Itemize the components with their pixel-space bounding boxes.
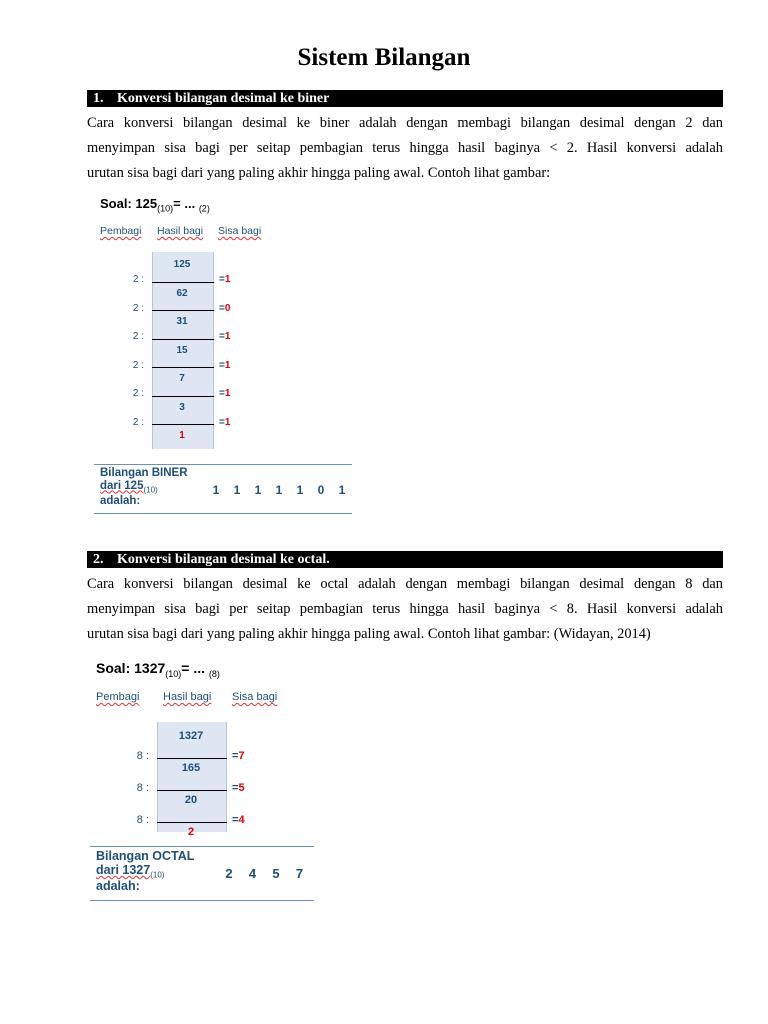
- paragraph-line: Cara konversi bilangan desimal ke biner adalah dengan membagi bilangan desimal dengan 2 dan: [87, 115, 723, 131]
- result-digit: 0: [317, 483, 325, 497]
- paragraph-line: menyimpan sisa bagi per seitap pembagian terus hingga hasil baginya < 8. Hasil konversi adalah: [87, 601, 723, 617]
- header-hasil-bagi: Hasil bagi: [157, 225, 204, 237]
- remainder-value: =7: [232, 749, 245, 762]
- header-sisa-bagi: Sisa bagi: [232, 691, 278, 703]
- result-label: Bilangan OCTAL dari $1327_{(10)}$ adalah:: [96, 849, 195, 894]
- section-1-title: Konversi bilangan desimal ke biner: [117, 91, 330, 106]
- quotient-value: 165: [181, 762, 201, 774]
- result-digit: 1: [233, 483, 241, 497]
- quotient-value: 125: [173, 259, 191, 270]
- quotient-value: 62: [176, 287, 188, 299]
- soal-label: Soal: $125_{(10)}=$ ... $_{(2)}$: [100, 196, 210, 214]
- divisor-label: 8 :: [136, 749, 149, 762]
- result-digit: 5: [272, 866, 280, 881]
- result-digit: 1: [254, 483, 262, 497]
- paragraph-line: urutan sisa bagi dari yang paling akhir hingga paling awal. Contoh lihat gambar:: [87, 165, 551, 181]
- remainder-value: =1: [219, 331, 231, 342]
- divisor-label: 2 :: [132, 331, 144, 342]
- division-line: [157, 758, 227, 759]
- remainder-value: =1: [219, 388, 231, 399]
- result-digit: 7: [295, 866, 304, 881]
- result-digit: 2: [225, 866, 233, 881]
- result-digit: 1: [338, 483, 346, 497]
- quotient-value: 1327: [178, 730, 204, 742]
- result-label: Bilangan BINER dari $125_{(10)}$ adalah:: [100, 467, 188, 507]
- soal-label: Soal: $1327_{(10)}=$ ... $_{(8)}$: [96, 660, 220, 679]
- remainder-value: =1: [219, 416, 231, 428]
- result-bottom-rule: [90, 900, 314, 901]
- divisor-label: 2 :: [132, 302, 144, 314]
- result-digit: 1: [296, 483, 304, 497]
- paragraph-line: urutan sisa bagi dari yang paling akhir hingga paling awal. Contoh lihat gambar: (Widayan, 2014): [87, 626, 651, 642]
- remainder-value: =1: [219, 274, 231, 285]
- result-digit: 1: [212, 483, 220, 497]
- result-top-rule: [90, 846, 314, 847]
- result-digit: 1: [275, 483, 283, 497]
- quotient-value: 15: [176, 344, 188, 356]
- divisor-label: 8 :: [136, 781, 149, 794]
- header-sisa-bagi: Sisa bagi: [218, 225, 262, 237]
- quotient-value: 2: [187, 826, 195, 838]
- section-2-title: Konversi bilangan desimal ke octal.: [117, 552, 330, 567]
- remainder-value: =0: [219, 302, 231, 314]
- paragraph-line: menyimpan sisa bagi per seitap pembagian terus hingga hasil baginya < 2. Hasil konversi adalah: [87, 140, 723, 156]
- division-line: [157, 822, 227, 823]
- page-title: Sistem Bilangan: [297, 44, 471, 71]
- quotient-value: 7: [179, 373, 185, 384]
- quotient-value: 1: [179, 430, 185, 441]
- section-2-number: 2.: [93, 552, 104, 567]
- remainder-value: =4: [232, 813, 245, 826]
- paragraph-line: Cara konversi bilangan desimal ke octal adalah dengan membagi bilangan desimal dengan 8 dan: [87, 576, 723, 592]
- result-digit: 4: [248, 866, 257, 881]
- section-1-number: 1.: [93, 91, 104, 106]
- divisor-label: 2 :: [132, 359, 144, 371]
- header-pembagi: Pembagi: [96, 691, 140, 703]
- divisor-label: 8 :: [136, 813, 149, 826]
- division-line: [157, 790, 227, 791]
- divisor-label: 2 :: [132, 274, 144, 285]
- quotient-value: 20: [184, 794, 198, 806]
- quotient-value: 31: [176, 316, 188, 327]
- remainder-value: =5: [232, 781, 245, 794]
- header-pembagi: Pembagi: [100, 225, 142, 237]
- remainder-value: =1: [219, 359, 231, 371]
- quotient-value: 3: [179, 401, 185, 413]
- divisor-label: 2 :: [132, 416, 144, 428]
- header-hasil-bagi: Hasil bagi: [163, 691, 212, 703]
- divisor-label: 2 :: [132, 388, 144, 399]
